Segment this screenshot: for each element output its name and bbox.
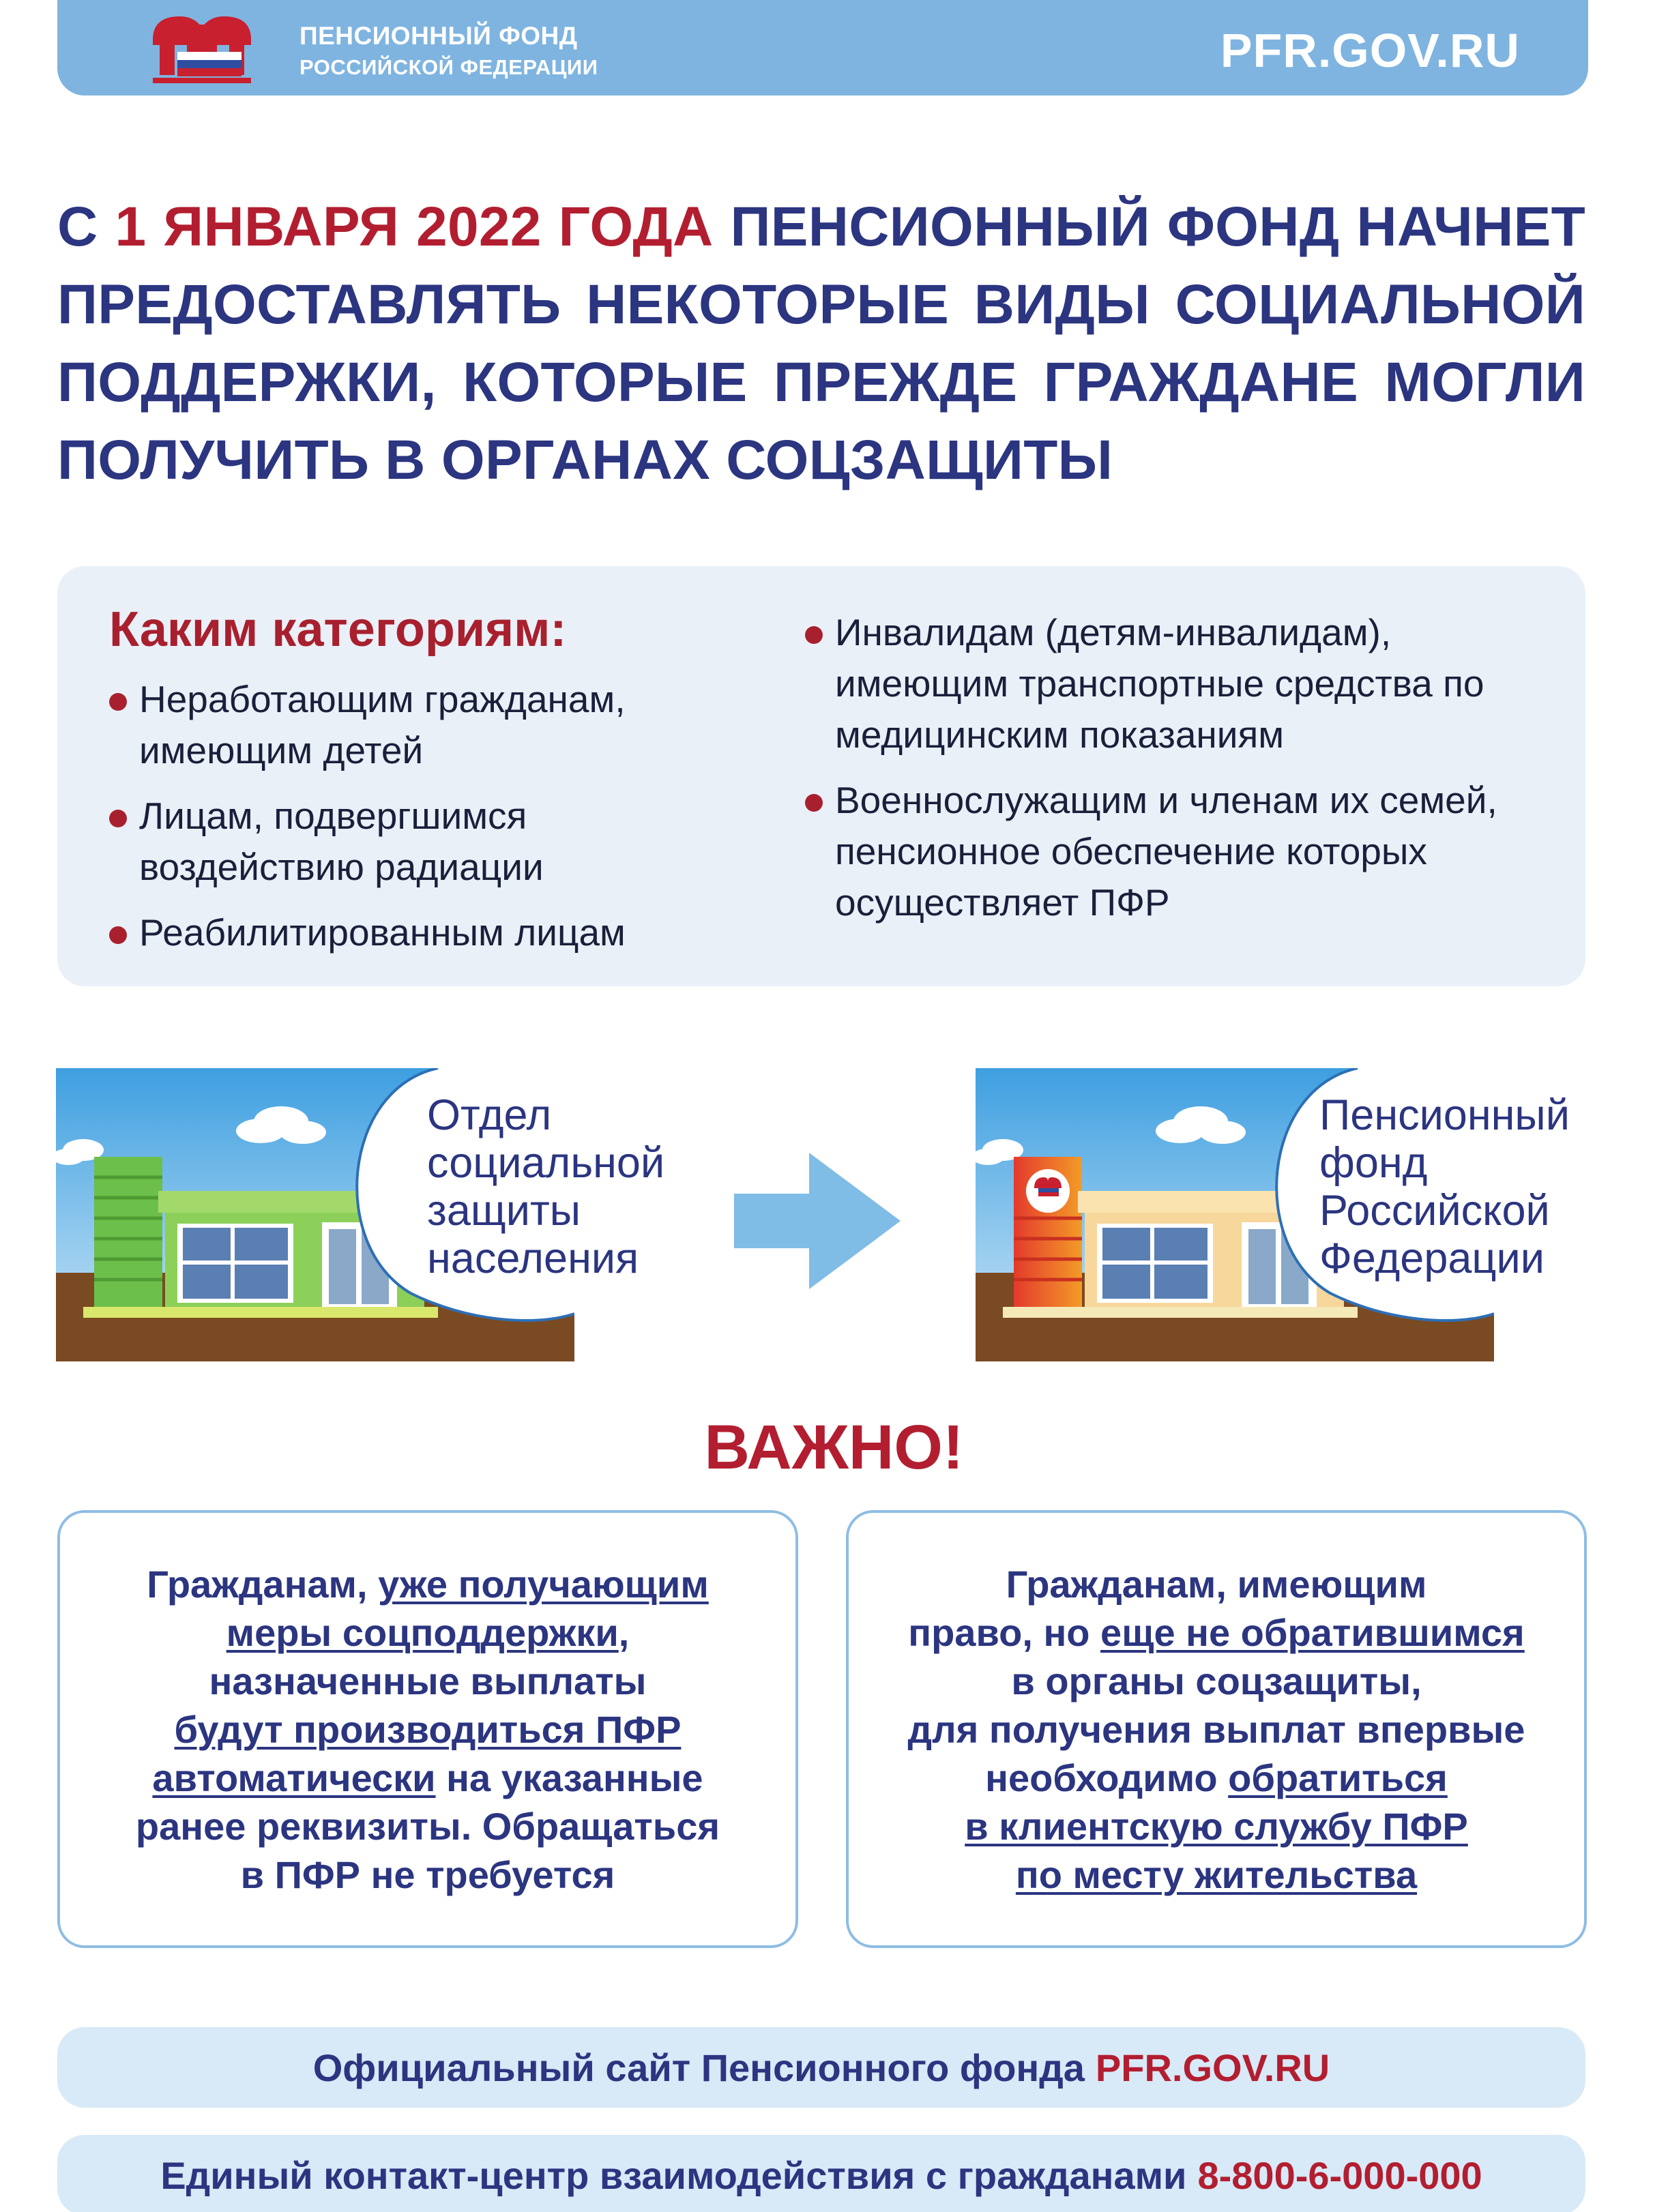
footer-site-bar <box>57 2027 1585 2108</box>
text-fragment-underlined: меры соцподдержки <box>226 1610 619 1654</box>
to-label-line: Федерации <box>1319 1235 1545 1282</box>
bullet-icon <box>109 926 127 944</box>
text-fragment: право, но <box>908 1610 1101 1654</box>
text-fragment: для получения выплат впервые <box>907 1707 1525 1751</box>
text-fragment: в органы соцзащиты, <box>1011 1659 1422 1702</box>
from-label-line: защиты <box>427 1187 581 1235</box>
from-label-line: Отдел <box>427 1091 552 1139</box>
list-item <box>109 674 723 776</box>
text-fragment: Гражданам, имеющим <box>1006 1562 1427 1606</box>
info-box-text <box>136 1560 720 1899</box>
list-item <box>109 791 723 893</box>
list-item-text: Инвалидам (детям-инвалидам), имеющим транспортные средства по медицинским показаниям <box>835 611 1484 756</box>
header-bar <box>57 0 1588 95</box>
list-item-text: Лицам, подвергшимся воздействию радиации <box>139 795 544 888</box>
list-item <box>805 775 1555 928</box>
text-fragment-underlined: обратиться <box>1228 1756 1448 1799</box>
text-fragment-underlined: уже получающим <box>378 1562 709 1606</box>
bullet-icon <box>109 693 127 711</box>
to-label-line: фонд <box>1319 1139 1428 1187</box>
page-title <box>57 188 1585 499</box>
from-label <box>427 1091 664 1282</box>
org-name <box>299 20 598 83</box>
categories-title: Каким категориям: <box>109 602 567 657</box>
headline-rest: ПЕНСИОННЫЙ ФОНД НАЧНЕТ ПРЕДОСТАВЛЯТЬ НЕКОТОРЫЕ ВИДЫ СОЦИАЛЬНОЙ ПОДДЕРЖКИ, КОТОРЫЕ ПРЕЖДЕ ГРАЖДАНЕ МОГЛИ ПОЛУЧИТЬ В ОРГАНАХ СОЦЗАЩИТЫ <box>57 196 1585 491</box>
from-label-line: населения <box>427 1235 639 1282</box>
list-item <box>805 607 1555 761</box>
bullet-icon <box>109 810 127 827</box>
arrow-right-icon <box>734 1153 901 1289</box>
info-box-text <box>908 1560 1525 1899</box>
text-fragment-underlined: по месту жительства <box>1015 1853 1418 1896</box>
footer-site-label: Официальный сайт Пенсионного фонда <box>312 2046 1085 2089</box>
footer-phone-label: Единый контакт-центр взаимодействия с гражданами <box>160 2153 1187 2197</box>
org-name-line1: ПЕНСИОННЫЙ ФОНД <box>299 22 578 50</box>
footer-phone-bar <box>57 2135 1585 2212</box>
important-title: ВАЖНО! <box>704 1413 964 1482</box>
list-item-text: Военнослужащим и членам их семей, пенсионное обеспечение которых осуществляет ПФР <box>835 779 1497 924</box>
from-label-line: социальной <box>427 1139 665 1187</box>
text-fragment: на указанные <box>435 1756 703 1799</box>
text-fragment-underlined: в клиентскую службу ПФР <box>965 1804 1468 1848</box>
to-label-line: Пенсионный <box>1319 1091 1570 1139</box>
info-box-new-applicants <box>846 1510 1587 1948</box>
text-fragment-underlined: будут производиться ПФР <box>174 1707 682 1751</box>
header-site-link[interactable]: PFR.GOV.RU <box>1220 24 1520 77</box>
text-fragment: ранее реквизиты. Обращаться <box>135 1804 720 1848</box>
text-fragment: , <box>618 1610 630 1654</box>
bullet-icon <box>805 626 823 644</box>
headline-prefix: С <box>57 196 115 258</box>
footer-site-link[interactable]: PFR.GOV.RU <box>1095 2046 1330 2089</box>
info-box-receiving <box>57 1510 798 1948</box>
to-label-line: Российской <box>1319 1187 1550 1235</box>
text-fragment: Гражданам, <box>147 1562 379 1606</box>
list-item-text: Реабилитированным лицам <box>139 911 626 954</box>
text-fragment: необходимо <box>985 1756 1229 1799</box>
categories-list-left <box>109 674 723 973</box>
list-item <box>109 907 723 958</box>
list-item-text: Неработающим гражданам, имеющим детей <box>139 678 626 771</box>
text-fragment-underlined: еще не обратившимся <box>1100 1610 1525 1654</box>
categories-list-right <box>805 607 1555 943</box>
org-name-line2: РОССИЙСКОЙ ФЕДЕРАЦИИ <box>299 55 598 79</box>
text-fragment: назначенные выплаты <box>209 1659 647 1702</box>
pfr-logo-icon <box>139 12 282 91</box>
bullet-icon <box>805 794 823 812</box>
to-label <box>1319 1091 1570 1282</box>
headline-date: 1 ЯНВАРЯ 2022 ГОДА <box>115 196 714 258</box>
text-fragment-underlined: автоматически <box>152 1756 436 1799</box>
text-fragment: в ПФР не требуется <box>240 1853 615 1896</box>
footer-phone-number[interactable]: 8-800-6-000-000 <box>1197 2153 1482 2197</box>
